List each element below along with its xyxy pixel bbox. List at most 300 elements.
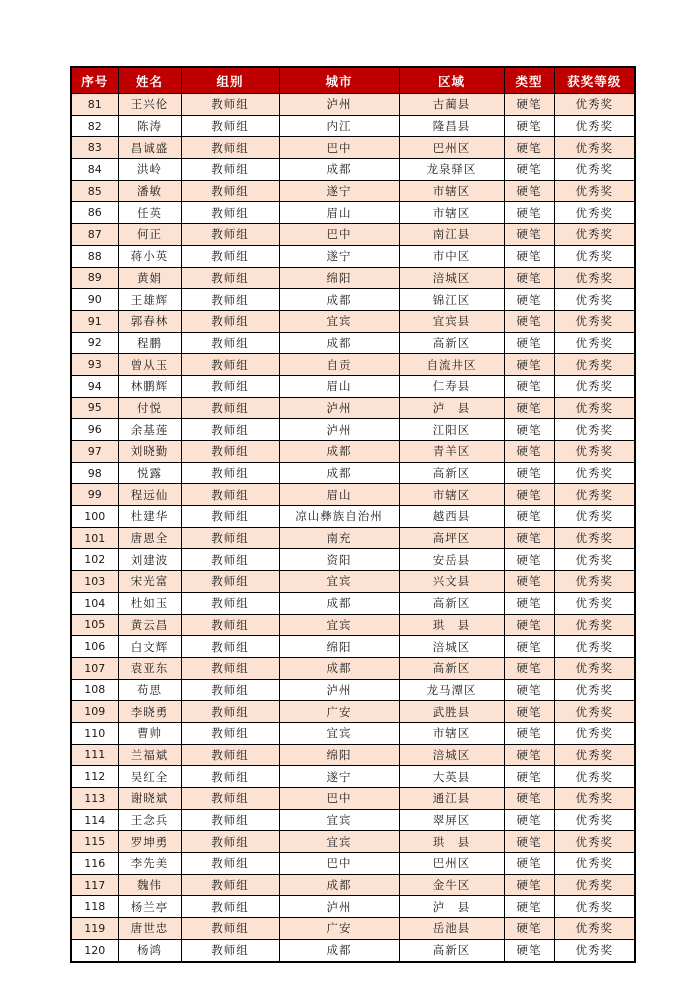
cell-district: 宜宾县 — [399, 310, 504, 332]
column-header-index: 序号 — [71, 67, 118, 94]
cell-name: 宋光富 — [118, 571, 181, 593]
cell-district: 涪城区 — [399, 267, 504, 289]
cell-district: 安岳县 — [399, 549, 504, 571]
cell-group: 教师组 — [181, 397, 279, 419]
cell-group: 教师组 — [181, 289, 279, 311]
cell-city: 巴中 — [279, 853, 399, 875]
table-row — [71, 939, 635, 961]
cell-type: 硬笔 — [504, 896, 554, 918]
cell-city: 巴中 — [279, 788, 399, 810]
cell-index: 92 — [71, 332, 118, 354]
cell-award: 优秀奖 — [554, 722, 635, 744]
cell-name: 杨鸿 — [118, 939, 181, 961]
cell-city: 成都 — [279, 462, 399, 484]
cell-type: 硬笔 — [504, 375, 554, 397]
cell-index: 82 — [71, 115, 118, 137]
table-row — [71, 571, 635, 593]
cell-index: 101 — [71, 527, 118, 549]
cell-name: 杨兰亭 — [118, 896, 181, 918]
cell-index: 100 — [71, 506, 118, 528]
cell-award: 优秀奖 — [554, 462, 635, 484]
cell-name: 郭春林 — [118, 310, 181, 332]
cell-index: 85 — [71, 180, 118, 202]
award-table — [70, 66, 636, 963]
cell-award: 优秀奖 — [554, 788, 635, 810]
cell-index: 105 — [71, 614, 118, 636]
cell-group: 教师组 — [181, 462, 279, 484]
cell-group: 教师组 — [181, 332, 279, 354]
cell-group: 教师组 — [181, 592, 279, 614]
cell-district: 自流井区 — [399, 354, 504, 376]
cell-award: 优秀奖 — [554, 766, 635, 788]
cell-district: 涪城区 — [399, 636, 504, 658]
header-row — [71, 67, 635, 94]
cell-group: 教师组 — [181, 224, 279, 246]
cell-type: 硬笔 — [504, 245, 554, 267]
table-row — [71, 549, 635, 571]
cell-district: 翠屏区 — [399, 809, 504, 831]
cell-city: 自贡 — [279, 354, 399, 376]
cell-award: 优秀奖 — [554, 506, 635, 528]
cell-group: 教师组 — [181, 549, 279, 571]
cell-district: 通江县 — [399, 788, 504, 810]
cell-city: 内江 — [279, 115, 399, 137]
cell-group: 教师组 — [181, 484, 279, 506]
table-row — [71, 853, 635, 875]
cell-city: 巴中 — [279, 224, 399, 246]
cell-index: 112 — [71, 766, 118, 788]
cell-type: 硬笔 — [504, 419, 554, 441]
cell-city: 成都 — [279, 657, 399, 679]
column-header-city: 城市 — [279, 67, 399, 94]
cell-district: 仁寿县 — [399, 375, 504, 397]
cell-group: 教师组 — [181, 441, 279, 463]
cell-district: 市中区 — [399, 245, 504, 267]
cell-city: 成都 — [279, 592, 399, 614]
cell-name: 林鹏辉 — [118, 375, 181, 397]
cell-type: 硬笔 — [504, 202, 554, 224]
column-header-award: 获奖等级 — [554, 67, 635, 94]
table-row — [71, 224, 635, 246]
cell-name: 黄娟 — [118, 267, 181, 289]
cell-name: 杜如玉 — [118, 592, 181, 614]
cell-city: 宜宾 — [279, 614, 399, 636]
cell-type: 硬笔 — [504, 180, 554, 202]
table-row — [71, 245, 635, 267]
cell-award: 优秀奖 — [554, 614, 635, 636]
cell-type: 硬笔 — [504, 137, 554, 159]
table-row — [71, 918, 635, 940]
cell-group: 教师组 — [181, 267, 279, 289]
cell-type: 硬笔 — [504, 809, 554, 831]
cell-city: 成都 — [279, 874, 399, 896]
cell-award: 优秀奖 — [554, 744, 635, 766]
cell-index: 117 — [71, 874, 118, 896]
cell-name: 吴红全 — [118, 766, 181, 788]
cell-city: 广安 — [279, 701, 399, 723]
cell-award: 优秀奖 — [554, 484, 635, 506]
cell-district: 高新区 — [399, 939, 504, 961]
cell-type: 硬笔 — [504, 94, 554, 116]
cell-award: 优秀奖 — [554, 245, 635, 267]
cell-type: 硬笔 — [504, 549, 554, 571]
cell-city: 遂宁 — [279, 245, 399, 267]
cell-index: 111 — [71, 744, 118, 766]
cell-district: 高新区 — [399, 592, 504, 614]
column-header-name: 姓名 — [118, 67, 181, 94]
cell-award: 优秀奖 — [554, 397, 635, 419]
cell-award: 优秀奖 — [554, 896, 635, 918]
cell-name: 杜建华 — [118, 506, 181, 528]
cell-district: 越西县 — [399, 506, 504, 528]
cell-group: 教师组 — [181, 419, 279, 441]
cell-group: 教师组 — [181, 137, 279, 159]
cell-type: 硬笔 — [504, 115, 554, 137]
cell-index: 91 — [71, 310, 118, 332]
cell-name: 兰福斌 — [118, 744, 181, 766]
cell-city: 巴中 — [279, 137, 399, 159]
cell-city: 泸州 — [279, 397, 399, 419]
table-row — [71, 289, 635, 311]
cell-city: 泸州 — [279, 419, 399, 441]
cell-city: 绵阳 — [279, 267, 399, 289]
cell-name: 何正 — [118, 224, 181, 246]
cell-name: 陈涛 — [118, 115, 181, 137]
cell-award: 优秀奖 — [554, 918, 635, 940]
cell-type: 硬笔 — [504, 397, 554, 419]
table-row — [71, 766, 635, 788]
table-row — [71, 506, 635, 528]
cell-district: 市辖区 — [399, 180, 504, 202]
cell-name: 任英 — [118, 202, 181, 224]
cell-group: 教师组 — [181, 657, 279, 679]
cell-city: 遂宁 — [279, 766, 399, 788]
cell-city: 凉山彝族自治州 — [279, 506, 399, 528]
cell-award: 优秀奖 — [554, 354, 635, 376]
table-row — [71, 896, 635, 918]
cell-name: 付悦 — [118, 397, 181, 419]
cell-name: 悦露 — [118, 462, 181, 484]
cell-city: 成都 — [279, 332, 399, 354]
cell-award: 优秀奖 — [554, 267, 635, 289]
cell-type: 硬笔 — [504, 679, 554, 701]
cell-city: 宜宾 — [279, 310, 399, 332]
cell-award: 优秀奖 — [554, 853, 635, 875]
table-row — [71, 332, 635, 354]
cell-award: 优秀奖 — [554, 224, 635, 246]
cell-index: 97 — [71, 441, 118, 463]
cell-district: 泸 县 — [399, 896, 504, 918]
cell-district: 市辖区 — [399, 202, 504, 224]
cell-award: 优秀奖 — [554, 939, 635, 961]
table-row — [71, 722, 635, 744]
cell-award: 优秀奖 — [554, 94, 635, 116]
cell-type: 硬笔 — [504, 289, 554, 311]
cell-name: 程远仙 — [118, 484, 181, 506]
cell-district: 珙 县 — [399, 831, 504, 853]
cell-index: 95 — [71, 397, 118, 419]
cell-name: 余基莲 — [118, 419, 181, 441]
cell-city: 成都 — [279, 939, 399, 961]
cell-type: 硬笔 — [504, 462, 554, 484]
cell-group: 教师组 — [181, 722, 279, 744]
cell-city: 成都 — [279, 441, 399, 463]
cell-index: 116 — [71, 853, 118, 875]
cell-award: 优秀奖 — [554, 115, 635, 137]
cell-index: 83 — [71, 137, 118, 159]
cell-group: 教师组 — [181, 94, 279, 116]
cell-award: 优秀奖 — [554, 549, 635, 571]
cell-group: 教师组 — [181, 310, 279, 332]
cell-index: 119 — [71, 918, 118, 940]
cell-index: 107 — [71, 657, 118, 679]
cell-district: 锦江区 — [399, 289, 504, 311]
cell-city: 绵阳 — [279, 636, 399, 658]
table-row — [71, 94, 635, 116]
cell-award: 优秀奖 — [554, 332, 635, 354]
cell-index: 98 — [71, 462, 118, 484]
cell-city: 泸州 — [279, 679, 399, 701]
cell-name: 王雄辉 — [118, 289, 181, 311]
cell-type: 硬笔 — [504, 592, 554, 614]
cell-name: 袁亚东 — [118, 657, 181, 679]
cell-group: 教师组 — [181, 115, 279, 137]
cell-index: 114 — [71, 809, 118, 831]
cell-district: 珙 县 — [399, 614, 504, 636]
cell-type: 硬笔 — [504, 939, 554, 961]
cell-award: 优秀奖 — [554, 679, 635, 701]
cell-type: 硬笔 — [504, 224, 554, 246]
cell-award: 优秀奖 — [554, 874, 635, 896]
cell-city: 宜宾 — [279, 831, 399, 853]
cell-district: 青羊区 — [399, 441, 504, 463]
cell-name: 潘敏 — [118, 180, 181, 202]
table-row — [71, 310, 635, 332]
cell-city: 眉山 — [279, 484, 399, 506]
cell-city: 成都 — [279, 159, 399, 181]
table-row — [71, 679, 635, 701]
table-row — [71, 441, 635, 463]
cell-group: 教师组 — [181, 939, 279, 961]
cell-award: 优秀奖 — [554, 159, 635, 181]
cell-name: 程鹏 — [118, 332, 181, 354]
cell-type: 硬笔 — [504, 441, 554, 463]
column-header-group: 组别 — [181, 67, 279, 94]
cell-type: 硬笔 — [504, 310, 554, 332]
table-row — [71, 397, 635, 419]
cell-award: 优秀奖 — [554, 375, 635, 397]
table-row — [71, 874, 635, 896]
cell-group: 教师组 — [181, 701, 279, 723]
cell-district: 泸 县 — [399, 397, 504, 419]
table-row — [71, 636, 635, 658]
cell-district: 巴州区 — [399, 137, 504, 159]
table-row — [71, 202, 635, 224]
cell-name: 刘晓勤 — [118, 441, 181, 463]
cell-award: 优秀奖 — [554, 592, 635, 614]
table-row — [71, 419, 635, 441]
cell-type: 硬笔 — [504, 657, 554, 679]
cell-index: 89 — [71, 267, 118, 289]
cell-name: 魏伟 — [118, 874, 181, 896]
cell-index: 104 — [71, 592, 118, 614]
cell-district: 市辖区 — [399, 722, 504, 744]
cell-index: 81 — [71, 94, 118, 116]
cell-group: 教师组 — [181, 744, 279, 766]
cell-type: 硬笔 — [504, 874, 554, 896]
cell-group: 教师组 — [181, 679, 279, 701]
table-row — [71, 267, 635, 289]
cell-city: 遂宁 — [279, 180, 399, 202]
cell-name: 曹帅 — [118, 722, 181, 744]
column-header-district: 区域 — [399, 67, 504, 94]
cell-city: 宜宾 — [279, 722, 399, 744]
cell-index: 118 — [71, 896, 118, 918]
cell-name: 黄云昌 — [118, 614, 181, 636]
table-row — [71, 744, 635, 766]
cell-type: 硬笔 — [504, 267, 554, 289]
cell-district: 江阳区 — [399, 419, 504, 441]
cell-name: 李先美 — [118, 853, 181, 875]
cell-index: 99 — [71, 484, 118, 506]
table-row — [71, 159, 635, 181]
cell-district: 高新区 — [399, 332, 504, 354]
cell-type: 硬笔 — [504, 571, 554, 593]
cell-award: 优秀奖 — [554, 441, 635, 463]
cell-type: 硬笔 — [504, 766, 554, 788]
cell-award: 优秀奖 — [554, 527, 635, 549]
table-row — [71, 614, 635, 636]
cell-index: 110 — [71, 722, 118, 744]
cell-index: 88 — [71, 245, 118, 267]
cell-type: 硬笔 — [504, 506, 554, 528]
cell-type: 硬笔 — [504, 484, 554, 506]
cell-award: 优秀奖 — [554, 202, 635, 224]
cell-index: 86 — [71, 202, 118, 224]
cell-name: 王念兵 — [118, 809, 181, 831]
cell-group: 教师组 — [181, 180, 279, 202]
cell-district: 大英县 — [399, 766, 504, 788]
cell-type: 硬笔 — [504, 918, 554, 940]
cell-city: 绵阳 — [279, 744, 399, 766]
cell-name: 昌诚盛 — [118, 137, 181, 159]
cell-name: 蒋小英 — [118, 245, 181, 267]
table-row — [71, 137, 635, 159]
cell-award: 优秀奖 — [554, 289, 635, 311]
cell-name: 李晓勇 — [118, 701, 181, 723]
column-header-type: 类型 — [504, 67, 554, 94]
cell-award: 优秀奖 — [554, 180, 635, 202]
cell-index: 93 — [71, 354, 118, 376]
cell-group: 教师组 — [181, 636, 279, 658]
cell-index: 103 — [71, 571, 118, 593]
cell-district: 金牛区 — [399, 874, 504, 896]
cell-index: 120 — [71, 939, 118, 961]
cell-district: 涪城区 — [399, 744, 504, 766]
cell-city: 眉山 — [279, 375, 399, 397]
cell-type: 硬笔 — [504, 614, 554, 636]
table-row — [71, 592, 635, 614]
table-row — [71, 354, 635, 376]
cell-type: 硬笔 — [504, 527, 554, 549]
cell-group: 教师组 — [181, 245, 279, 267]
cell-district: 市辖区 — [399, 484, 504, 506]
cell-award: 优秀奖 — [554, 636, 635, 658]
cell-district: 武胜县 — [399, 701, 504, 723]
cell-group: 教师组 — [181, 527, 279, 549]
cell-group: 教师组 — [181, 853, 279, 875]
cell-type: 硬笔 — [504, 831, 554, 853]
cell-index: 84 — [71, 159, 118, 181]
cell-group: 教师组 — [181, 571, 279, 593]
cell-city: 眉山 — [279, 202, 399, 224]
cell-name: 白文辉 — [118, 636, 181, 658]
cell-city: 资阳 — [279, 549, 399, 571]
cell-name: 谢晓斌 — [118, 788, 181, 810]
cell-index: 87 — [71, 224, 118, 246]
cell-group: 教师组 — [181, 896, 279, 918]
cell-name: 曾从玉 — [118, 354, 181, 376]
table-row — [71, 462, 635, 484]
table-row — [71, 809, 635, 831]
cell-index: 113 — [71, 788, 118, 810]
cell-award: 优秀奖 — [554, 419, 635, 441]
cell-district: 高新区 — [399, 462, 504, 484]
table-row — [71, 831, 635, 853]
cell-type: 硬笔 — [504, 722, 554, 744]
cell-district: 古蔺县 — [399, 94, 504, 116]
cell-type: 硬笔 — [504, 853, 554, 875]
cell-city: 泸州 — [279, 896, 399, 918]
cell-index: 96 — [71, 419, 118, 441]
cell-group: 教师组 — [181, 788, 279, 810]
cell-city: 泸州 — [279, 94, 399, 116]
cell-district: 兴文县 — [399, 571, 504, 593]
cell-group: 教师组 — [181, 614, 279, 636]
table-row — [71, 527, 635, 549]
cell-city: 宜宾 — [279, 809, 399, 831]
cell-index: 106 — [71, 636, 118, 658]
cell-group: 教师组 — [181, 918, 279, 940]
cell-district: 岳池县 — [399, 918, 504, 940]
cell-district: 南江县 — [399, 224, 504, 246]
cell-type: 硬笔 — [504, 744, 554, 766]
cell-group: 教师组 — [181, 874, 279, 896]
cell-district: 龙马潭区 — [399, 679, 504, 701]
table-row — [71, 657, 635, 679]
cell-name: 唐恩全 — [118, 527, 181, 549]
cell-type: 硬笔 — [504, 701, 554, 723]
cell-group: 教师组 — [181, 354, 279, 376]
cell-group: 教师组 — [181, 159, 279, 181]
cell-type: 硬笔 — [504, 788, 554, 810]
table-row — [71, 115, 635, 137]
cell-group: 教师组 — [181, 202, 279, 224]
cell-group: 教师组 — [181, 766, 279, 788]
cell-group: 教师组 — [181, 506, 279, 528]
cell-award: 优秀奖 — [554, 571, 635, 593]
cell-name: 刘建波 — [118, 549, 181, 571]
cell-district: 龙泉驿区 — [399, 159, 504, 181]
cell-name: 罗坤勇 — [118, 831, 181, 853]
cell-index: 102 — [71, 549, 118, 571]
cell-award: 优秀奖 — [554, 809, 635, 831]
table-body — [71, 94, 635, 962]
cell-name: 唐世忠 — [118, 918, 181, 940]
cell-district: 高坪区 — [399, 527, 504, 549]
cell-award: 优秀奖 — [554, 701, 635, 723]
cell-type: 硬笔 — [504, 159, 554, 181]
